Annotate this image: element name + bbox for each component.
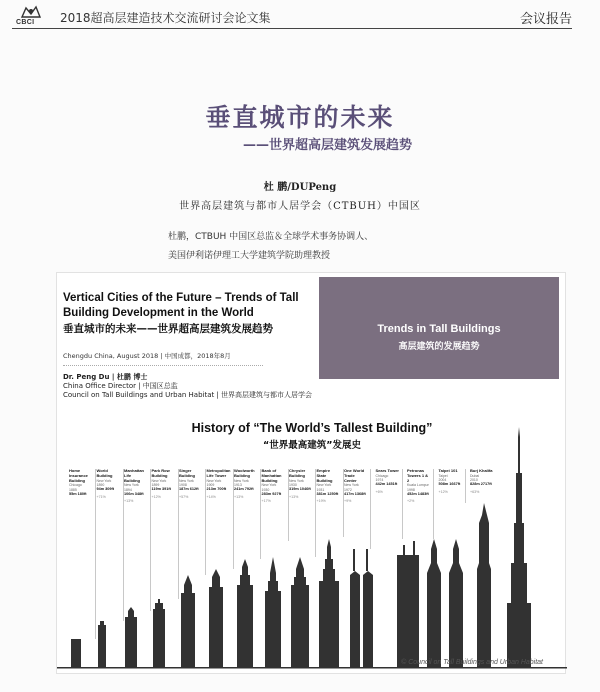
building-silhouette — [363, 571, 373, 667]
page-header — [0, 0, 600, 32]
building-city: New York — [179, 478, 194, 483]
slide-date: Chengdu China, August 2018 | 中国成都，2018年8月 — [63, 352, 231, 360]
building-year: 1972 — [344, 487, 352, 492]
building-guide-line — [465, 469, 466, 503]
building-silhouette — [153, 599, 165, 667]
building-name: Chrysler Building — [289, 468, 306, 478]
bio-line: 杜鹏，CTBUH 中国区总监＆全球学术事务协调人、 — [168, 232, 374, 242]
building-year: 2004 — [438, 478, 447, 483]
header-divider — [12, 28, 572, 29]
building-name: Empire State Building — [316, 468, 333, 483]
building-name: Woolworth Building — [234, 468, 255, 478]
building-name: One World Trade Center — [344, 468, 365, 483]
height-increase: +6% — [375, 489, 383, 494]
author-bio — [168, 228, 508, 266]
building-card — [344, 469, 368, 503]
building-silhouette — [507, 427, 531, 667]
building-year: 1894 — [124, 487, 132, 492]
speaker-name: Dr. Peng Du | 杜鹏 博士 — [63, 373, 148, 381]
building-silhouette — [125, 607, 137, 667]
building-guide-line — [370, 469, 371, 549]
building-card — [124, 469, 148, 503]
building-year: 1930 — [261, 487, 270, 492]
bio-line: 美国伊利诺伊理工大学建筑学院助理教授 — [168, 251, 331, 261]
building-name: Park Row Building — [151, 468, 170, 478]
building-city: New York — [206, 478, 222, 483]
building-year: 1885 — [69, 487, 77, 492]
height-increase: +19% — [316, 499, 326, 504]
cbci-logo — [12, 5, 54, 29]
height-increase: +13% — [289, 494, 299, 499]
building-card — [439, 469, 463, 494]
building-name: Metropolitan Life Tower — [206, 468, 231, 478]
building-silhouette — [427, 539, 441, 667]
building-city: Kuala Lumpur — [407, 483, 429, 488]
building-city: New York — [151, 478, 167, 483]
building-silhouette — [319, 539, 339, 667]
building-city: New York — [316, 483, 332, 488]
slide-title-en: Vertical Cities of the Future – Trends of Tall Building Development in the World — [63, 292, 299, 319]
building-silhouette — [71, 639, 81, 667]
building-height: 828m 2717ft — [470, 482, 492, 487]
building-year: 1974 — [375, 478, 384, 483]
building-guide-line — [402, 469, 403, 539]
building-name: Burj Khalifa — [470, 468, 493, 473]
building-card — [376, 469, 400, 494]
building-height: 442m 1451ft — [375, 482, 398, 487]
building-silhouette — [209, 569, 223, 667]
building-year: 1909 — [206, 482, 215, 487]
height-increase: +57% — [179, 494, 189, 499]
building-silhouette — [477, 503, 491, 667]
building-silhouette — [291, 557, 309, 667]
building-silhouette — [265, 557, 281, 667]
building-silhouette — [397, 541, 419, 667]
building-name: World Building — [96, 468, 113, 478]
building-year: 1998 — [407, 487, 415, 492]
height-increase: +13% — [234, 494, 244, 499]
building-city: Dubai — [470, 473, 480, 478]
height-increase: +12% — [151, 494, 161, 499]
building-year: 1890 — [96, 482, 105, 487]
building-year: 1930 — [289, 482, 297, 487]
trends-title-cn: 高层建筑的发展趋势 — [398, 342, 480, 352]
building-name: Bank of Manhattan Building — [261, 468, 282, 483]
building-year: 1899 — [151, 482, 160, 487]
building-name: Sears Tower — [375, 468, 399, 473]
building-card — [262, 469, 286, 503]
building-card — [69, 469, 93, 496]
building-height: 106m 348ft — [124, 491, 144, 496]
building-card — [234, 469, 258, 499]
building-city: New York — [124, 483, 139, 488]
cbci-logo-icon — [20, 5, 42, 19]
building-card — [317, 469, 341, 503]
height-increase: +2% — [407, 499, 415, 504]
building-silhouette — [449, 539, 463, 667]
height-increase: +12% — [438, 489, 448, 494]
building-name: Singer Building — [179, 468, 195, 478]
history-title-en: History of “The World’s Tallest Building” — [191, 421, 433, 435]
building-silhouette — [350, 571, 360, 667]
building-card — [152, 469, 176, 499]
building-city: Chicago — [69, 483, 82, 488]
building-height: 241m 792ft — [234, 487, 254, 492]
building-name: Petronas Towers 1 & 2 — [407, 468, 429, 483]
building-silhouette — [181, 575, 195, 667]
height-increase: +13% — [124, 499, 134, 504]
building-year: 1913 — [234, 482, 242, 487]
ground-line — [57, 667, 567, 669]
building-card — [207, 469, 231, 499]
history-title-cn: “世界最高建筑”发展史 — [263, 440, 361, 451]
building-height: 213m 700ft — [206, 487, 227, 492]
building-silhouette — [98, 621, 106, 667]
building-height: 283m 927ft — [261, 491, 282, 496]
height-increase: +9% — [344, 499, 352, 504]
building-year: 1931 — [316, 487, 325, 492]
building-height: 381m 1250ft — [316, 491, 339, 496]
building-height: 94m 309ft — [96, 487, 115, 492]
building-name: Manhattan Life Building — [124, 468, 144, 483]
slide-figure — [56, 272, 566, 674]
section-label: 会议报告 — [519, 12, 572, 27]
building-city: Chicago — [375, 473, 389, 478]
building-year: 1908 — [179, 482, 187, 487]
building-card — [407, 469, 431, 503]
height-increase: +63% — [470, 489, 480, 494]
building-height: 452m 1483ft — [407, 491, 429, 496]
logo-text: CBCI — [16, 19, 35, 26]
building-city: New York — [344, 483, 359, 488]
building-height: 508m 1667ft — [438, 482, 461, 487]
building-city: New York — [234, 478, 249, 483]
building-city: New York — [289, 478, 304, 483]
building-city: New York — [261, 483, 277, 488]
building-card — [470, 469, 494, 494]
slide-title-cn: 垂直城市的未来——世界超高层建筑发展趋势 — [63, 323, 273, 335]
speaker-role: China Office Director | 中国区总监 — [63, 382, 178, 390]
building-city: Taipei — [438, 473, 448, 478]
height-increase: +14% — [206, 494, 216, 499]
building-height: 119m 391ft — [151, 487, 171, 492]
building-card — [97, 469, 121, 499]
speaker-org: Council on Tall Buildings and Urban Habitat | 世界高层建筑与都市人居学会 — [63, 391, 313, 399]
building-height: 55m 180ft — [69, 491, 87, 496]
article-subtitle: ——世界超高层建筑发展趋势 — [242, 138, 412, 153]
height-increase: +17% — [261, 499, 271, 504]
article-title: 垂直城市的未来 — [205, 103, 395, 132]
building-silhouette — [353, 549, 368, 571]
journal-title: 2018超高层建造技术交流研讨会论文集 — [60, 11, 271, 25]
building-height: 417m 1368ft — [344, 491, 366, 496]
building-card — [289, 469, 313, 499]
author-affiliation: 世界高层建筑与都市人居学会（CTBUH）中国区 — [179, 201, 421, 212]
building-name: Taipei 101 — [438, 468, 458, 473]
author-name: 杜 鹏/DUPeng — [263, 182, 337, 193]
copyright-note: © Council on Tall Buildings and Urban Habitat — [401, 659, 543, 666]
building-guide-line — [433, 469, 434, 539]
building-card — [179, 469, 203, 499]
height-increase: +71% — [96, 494, 106, 499]
building-city: New York — [96, 478, 112, 483]
building-name: Home Insurance Building — [69, 468, 88, 483]
building-year: 2010 — [470, 478, 478, 483]
trends-title-en: Trends in Tall Buildings — [377, 323, 501, 335]
building-height: 187m 612ft — [179, 487, 199, 492]
building-height: 319m 1046ft — [289, 487, 311, 492]
building-silhouette — [237, 559, 253, 667]
